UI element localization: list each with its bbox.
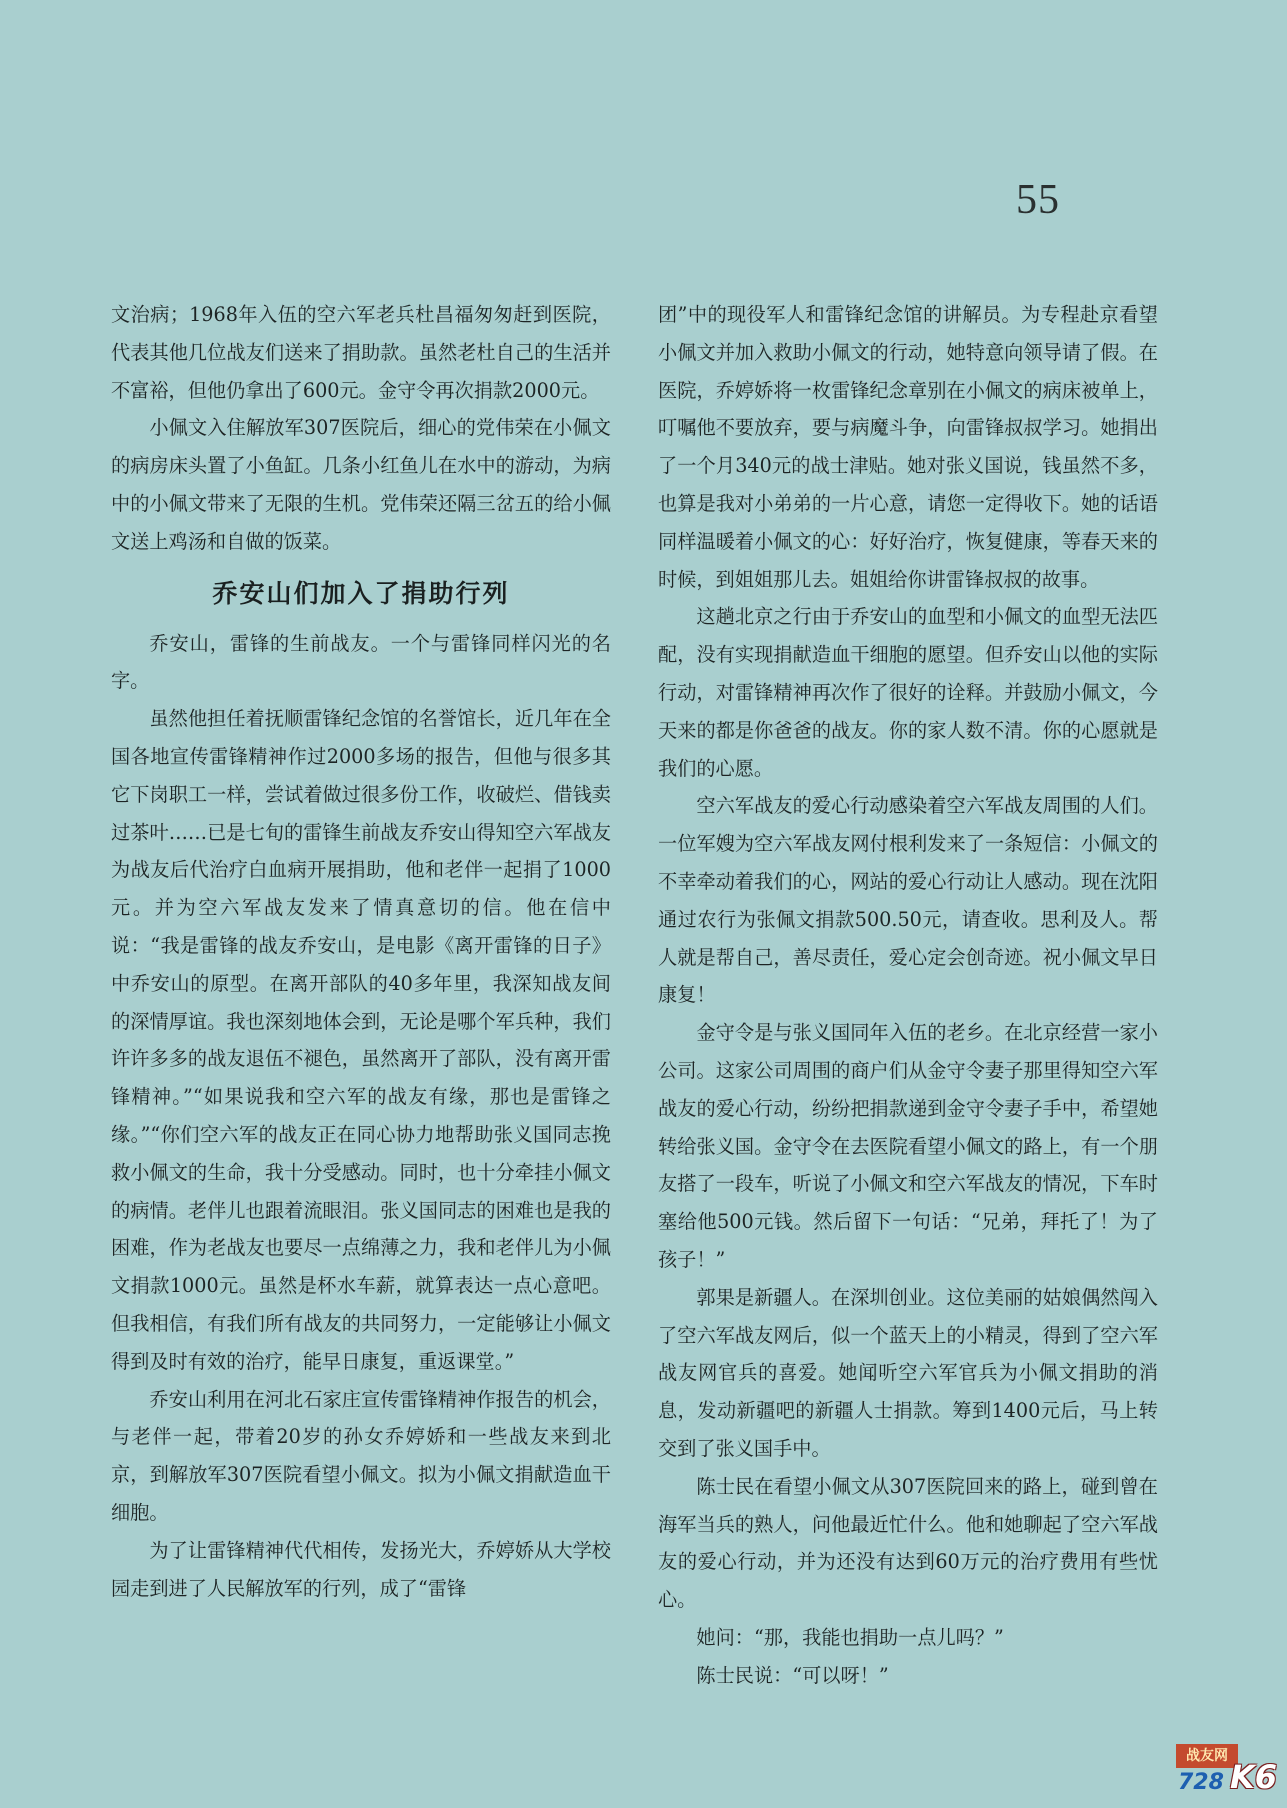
- watermark-number: 728: [1178, 1770, 1224, 1795]
- page-number: 55: [1016, 177, 1060, 223]
- paragraph: 乔安山利用在河北石家庄宣传雷锋精神作报告的机会，与老伴一起，带着20岁的孙女乔婷娇和一些战友来到北京，到解放军307医院看望小佩文。拟为小佩文捐献造血干细胞。: [111, 1387, 611, 1524]
- watermark-site-name: 战友网: [1176, 1744, 1238, 1768]
- paragraph: 陈士民在看望小佩文从307医院回来的路上，碰到曾在海军当兵的熟人，问他最近忙什么。他和她聊起了空六军战友的爱心行动，并为还没有达到60万元的治疗费用有些忧心。: [658, 1474, 1158, 1612]
- right-column: [658, 296, 1158, 1694]
- paragraph: 金守令是与张义国同年入伍的老乡。在北京经营一家小公司。这家公司周围的商户们从金守令妻子那里得知空六军战友的爱心行动，纷纷把捐款递到金守令妻子手中，希望她转给张义国。金守令在去医院看望小佩文的路上，有一个朋友搭了一段车，听说了小佩文和空六军战友的情况，下车时塞给他500元钱。然后留下一句话：“兄弟，拜托了！为了孩子！”: [658, 1021, 1158, 1271]
- paragraph: 这趟北京之行由于乔安山的血型和小佩文的血型无法匹配，没有实现捐献造血干细胞的愿望。但乔安山以他的实际行动，对雷锋精神再次作了很好的诠释。并鼓励小佩文，今天来的都是你爸爸的战友。你的家人数不清。你的心愿就是我们的心愿。: [658, 605, 1158, 780]
- paragraph: 虽然他担任着抚顺雷锋纪念馆的名誉馆长，近几年在全国各地宣传雷锋精神作过2000多场的报告，但他与很多其它下岗职工一样，尝试着做过很多份工作，收破烂、借钱卖过茶叶……已是七旬的雷锋生前战友乔安山得知空六军战友为战友后代治疗白血病开展捐助，他和老伴一起捐了1000元。并为空六军战友发来了情真意切的信。他在信中说：“我是雷锋的战友乔安山，是电影《离开雷锋的日子》中乔安山的原型。在离开部队的40多年里，我深知战友间的深情厚谊。我也深刻地体会到，无论是哪个军兵种，我们许许多多的战友退伍不褪色，虽然离开了部队，没有离开雷锋精神。”“如果说我和空六军的战友有缘，那也是雷锋之缘。”“你们空六军的战友正在同心协力地帮助张义国同志挽救小佩文的生命，我十分受感动。同时，也十分牵挂小佩文的病情。老伴儿也跟着流眼泪。张义国同志的困难也是我的困难，作为老战友也要尽一点绵薄之力，我和老伴儿为小佩文捐款1000元。虽然是杯水车薪，就算表达一点心意吧。但我相信，有我们所有战友的共同努力，一定能够让小佩文得到及时有效的治疗，能早日康复，重返课堂。”: [111, 707, 611, 1373]
- paragraph: 郭果是新疆人。在深圳创业。这位美丽的姑娘偶然闯入了空六军战友网后，似一个蓝天上的小精灵，得到了空六军战友网官兵的喜爱。她闻听空六军官兵为小佩文捐助的消息，发动新疆吧的新疆人士捐款。筹到1400元后，马上转交到了张义国手中。: [658, 1285, 1158, 1460]
- site-watermark: [1176, 1744, 1280, 1802]
- paragraph: 陈士民说：“可以呀！”: [696, 1663, 889, 1687]
- paragraph: 为了让雷锋精神代代相传，发扬光大，乔婷娇从大学校园走到进了人民解放军的行列，成了“雷锋: [111, 1538, 611, 1600]
- paragraph: 空六军战友的爱心行动感染着空六军战友周围的人们。一位军嫂为空六军战友网付根利发来了一条短信：小佩文的不幸牵动着我们的心，网站的爱心行动让人感动。现在沈阳通过农行为张佩文捐款500.50元，请查收。思利及人。帮人就是帮自己，善尽责任，爱心定会创奇迹。祝小佩文早日康复！: [658, 794, 1158, 1007]
- paragraph: 团”中的现役军人和雷锋纪念馆的讲解员。为专程赴京看望小佩文并加入救助小佩文的行动，她特意向领导请了假。在医院，乔婷娇将一枚雷锋纪念章别在小佩文的病床被单上，叮嘱他不要放弃，要与病魔斗争，向雷锋叔叔学习。她捐出了一个月340元的战士津贴。她对张义国说，钱虽然不多，也算是我对小弟弟的一片心意，请您一定得收下。她的话语同样温暖着小佩文的心：好好治疗，恢复健康，等春天来的时候，到姐姐那儿去。姐姐给你讲雷锋叔叔的故事。: [658, 303, 1158, 591]
- left-column: [111, 296, 611, 1607]
- paragraph: 小佩文入住解放军307医院后，细心的党伟荣在小佩文的病房床头置了小鱼缸。几条小红鱼儿在水中的游动，为病中的小佩文带来了无限的生机。党伟荣还隔三岔五的给小佩文送上鸡汤和自做的饭菜。: [111, 416, 611, 553]
- section-heading: 乔安山们加入了捐助行列: [212, 578, 510, 608]
- paragraph: 乔安山，雷锋的生前战友。一个与雷锋同样闪光的名字。: [111, 631, 611, 693]
- paragraph: 文治病；1968年入伍的空六军老兵杜昌福匆匆赶到医院，代表其他几位战友们送来了捐助款。虽然老杜自己的生活并不富裕，但他仍拿出了600元。金守令再次捐款2000元。: [111, 303, 611, 402]
- paragraph: 她问：“那，我能也捐助一点儿吗？”: [696, 1625, 1004, 1649]
- watermark-logo-text: K6: [1230, 1758, 1278, 1796]
